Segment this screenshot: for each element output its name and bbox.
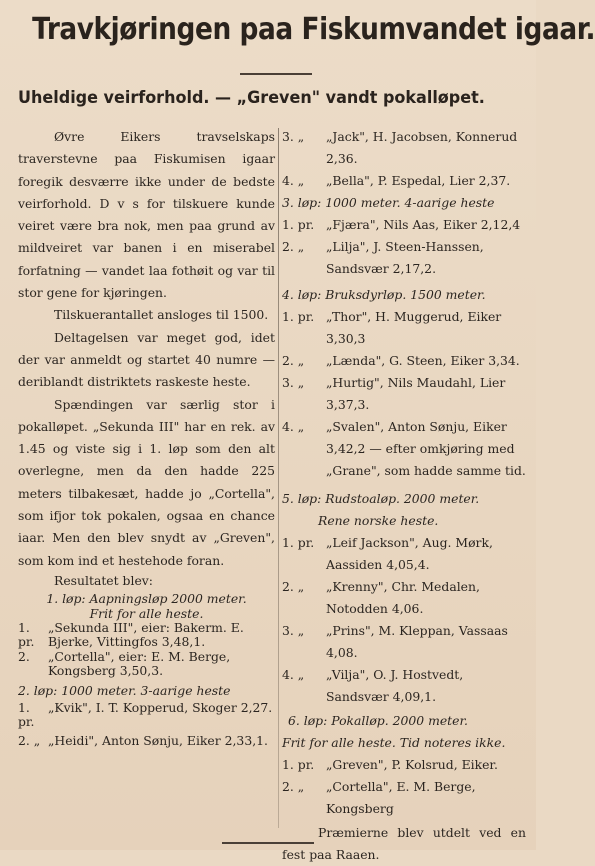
place-label: 1. pr. — [282, 535, 315, 550]
entry-text: „Prins", M. Kleppan, Vassaas 4,08. — [326, 623, 508, 660]
entry-text: „Sekunda III", eier: Bakerm. E. Bjerke, Vittingfos 3,48,1. — [48, 619, 244, 650]
entry-text: „Leif Jackson", Aug. Mørk, Aassiden 4,05,4. — [326, 535, 493, 572]
heat-5-subtitle: Rene norske heste. — [318, 513, 439, 528]
entry-text: „Svalen", Anton Sønju, Eiker 3,42,2 — efter omkjøring med „Grane", som hadde samme tid. — [326, 419, 526, 478]
closing-paragraph: Præmierne blev utdelt ved en fest paa Raaen. — [282, 825, 526, 862]
result-label: Resultatet blev: — [54, 572, 153, 588]
heat-3-title: 3. løp: 1000 meter. 4-aarige heste — [282, 195, 495, 210]
place-label: 4. „ — [282, 419, 305, 434]
heat-4-entry — [282, 350, 526, 372]
heat-5-entry — [282, 664, 526, 708]
excitement-paragraph: Spændingen var særlig stor i pokalløpet. „Sekunda III" har en rek. av 1.45 og viste sig i 1. løp som den alt overlegne, men da den hadde 225 meters tilbakesæt, hadde jo „Cortella", som ifjor tok pokalen, ogsaa en chance iaar. Men den blev snydt av „Greven", som kom ind et hestehode foran. — [18, 396, 275, 568]
heat-4-title: 4. løp: Bruksdyrløp. 1500 meter. — [282, 287, 486, 302]
entry-text: „Lænda", G. Steen, Eiker 3,34. — [326, 353, 520, 368]
divider-rule — [240, 73, 312, 75]
entry-text: „Heidi", Anton Sønju, Eiker 2,33,1. — [48, 732, 268, 748]
headline: Travkjøringen paa Fiskumvandet igaar. — [32, 12, 595, 47]
heat-4-entry — [282, 372, 526, 416]
heat-2-entry — [18, 701, 275, 730]
entry-text: „Thor", H. Muggerud, Eiker 3,30,3 — [326, 309, 502, 346]
place-label: 1. pr. — [18, 699, 35, 730]
entry-text: „Jack", H. Jacobsen, Konnerud 2,36. — [326, 129, 518, 166]
entry-text: „Cortella", E. M. Berge, Kongsberg — [326, 779, 476, 816]
place-label: 2. „ — [282, 353, 305, 368]
place-label: 2. „ — [282, 239, 305, 254]
place-label: 2. „ — [282, 779, 305, 794]
entry-text: „Bella", P. Espedal, Lier 2,37. — [326, 173, 511, 188]
place-label: 2. „ — [282, 579, 305, 594]
heat-5-entry — [282, 620, 526, 664]
heat-5-entry — [282, 532, 526, 576]
entry-text: „Krenny", Chr. Medalen, Notodden 4,06. — [326, 579, 480, 616]
heat-2-title: 2. løp: 1000 meter. 3-aarige heste — [18, 682, 231, 698]
heat-2-entry — [282, 170, 526, 192]
place-label: 1. pr. — [282, 217, 315, 232]
heat-6-entry — [282, 776, 526, 820]
heat-1-title: 1. løp: Aapningsløp 2000 meter. — [46, 590, 247, 606]
place-label: 1. pr. — [18, 619, 35, 650]
left-column — [18, 126, 275, 748]
place-label: 3. „ — [282, 375, 305, 390]
place-label: 2. — [18, 648, 30, 664]
entry-text: „Kvik", I. T. Kopperud, Skoger 2,27. — [48, 699, 273, 715]
intro-paragraph: Øvre Eikers travselskaps traverstevne paa Fiskumisen igaar foregik desværre ikke under de bedste veirforhold. D v s for tilskuere kunde veiret være bra nok, men paa grund av mildveiret var banen i en miserabel forfatning — vandet laa fothøit og var til stor gene for kjøringen. — [18, 129, 275, 301]
right-column — [282, 126, 526, 866]
entry-text: „Cortella", eier: E. M. Berge, Kongsberg 3,50,3. — [48, 648, 231, 679]
heat-6-entry — [282, 754, 526, 776]
participation-paragraph: Deltagelsen var meget god, idet der var anmeldt og startet 40 numre — deriblandt distriktets raskeste heste. — [18, 329, 275, 390]
heat-2-entry — [18, 734, 275, 749]
subheadline: Uheldige veirforhold. — „Greven" vandt pokalløpet. — [18, 88, 485, 107]
place-label: 3. „ — [282, 129, 305, 144]
place-label: 4. „ — [282, 173, 305, 188]
place-label: 2. „ — [18, 732, 41, 748]
heat-4-entry — [282, 306, 526, 350]
heat-5-title: 5. løp: Rudstoaløp. 2000 meter. — [282, 491, 480, 506]
heat-5-entry — [282, 576, 526, 620]
heat-6-title: 6. løp: Pokalløp. 2000 meter. — [288, 713, 468, 728]
attendance-paragraph: Tilskuerantallet ansloges til 1500. — [54, 307, 269, 323]
heat-2-entry — [282, 126, 526, 170]
column-divider — [278, 128, 279, 828]
heat-1-entry — [18, 621, 275, 650]
entry-text: „Greven", P. Kolsrud, Eiker. — [326, 757, 498, 772]
place-label: 1. pr. — [282, 757, 315, 772]
heat-3-entry — [282, 236, 526, 280]
place-label: 4. „ — [282, 667, 305, 682]
heat-1-entry — [18, 650, 275, 679]
heat-6-subtitle: Frit for alle heste. Tid noteres ikke. — [282, 735, 506, 750]
heat-3-entry — [282, 214, 526, 236]
entry-text: „Hurtig", Nils Maudahl, Lier 3,37,3. — [326, 375, 506, 412]
heat-1-subtitle: Frit for alle heste. — [89, 605, 204, 621]
heat-4-entry — [282, 416, 526, 482]
place-label: 3. „ — [282, 623, 305, 638]
entry-text: „Fjæra", Nils Aas, Eiker 2,12,4 — [326, 217, 521, 232]
place-label: 1. pr. — [282, 309, 315, 324]
bottom-rule — [222, 842, 314, 844]
entry-text: „Lilja", J. Steen-Hanssen, Sandsvær 2,17,2. — [326, 239, 484, 276]
entry-text: „Vilja", O. J. Hostvedt, Sandsvær 4,09,1. — [326, 667, 464, 704]
